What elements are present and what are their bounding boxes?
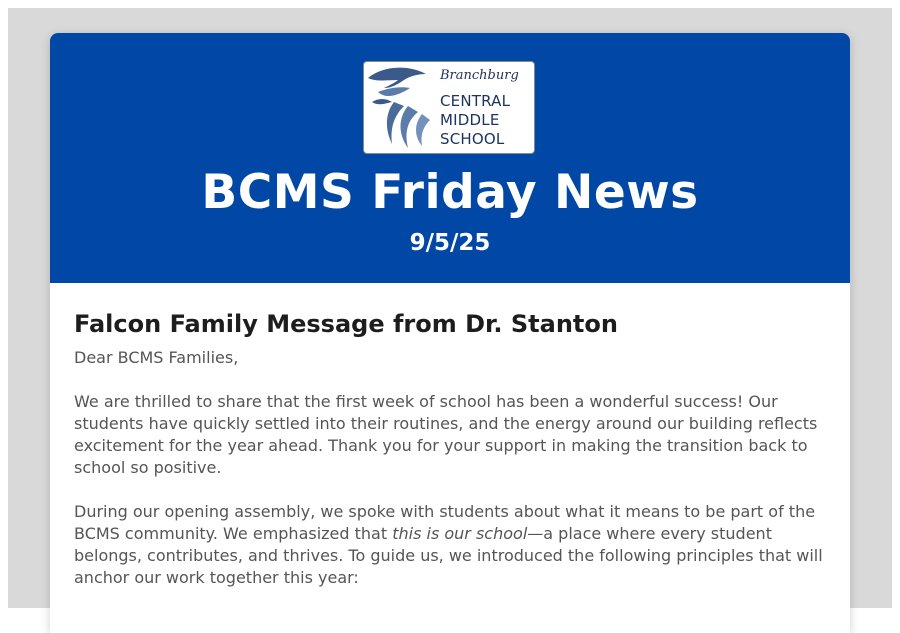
newsletter-header — [50, 33, 850, 283]
logo-line-school: SCHOOL — [440, 130, 505, 148]
falcon-head-icon — [364, 62, 444, 155]
greeting-text: Dear BCMS Families, — [74, 348, 239, 367]
logo-script-text: Branchburg — [440, 68, 519, 83]
section-title: Falcon Family Message from Dr. Stanton — [74, 310, 618, 338]
paragraph-2-part-a: During our opening assembly, we spoke with students about what it means to be part of the BCMS community. We emphasized that — [74, 502, 816, 543]
logo-line-middle: MIDDLE — [440, 111, 500, 129]
newsletter-card — [50, 33, 850, 633]
paragraph-2-part-b: —a place where every student belongs, contributes, and thrives. To guide us, we introduced the following principles that will anchor our work together this year: — [74, 524, 823, 587]
page-background — [8, 8, 892, 608]
newsletter-date: 9/5/25 — [409, 230, 491, 256]
newsletter-title: BCMS Friday News — [201, 165, 699, 220]
paragraph-2 — [74, 501, 834, 589]
school-logo — [363, 61, 535, 154]
paragraph-1: We are thrilled to share that the first week of school has been a wonderful success! Our students have quickly settled into their routines, and the energy around our building reflects excitement for the year ahead. Thank you for your support in making the transition back to school so positive. — [74, 392, 818, 477]
paragraph-2-emphasis: this is our school — [392, 524, 528, 543]
logo-line-central: CENTRAL — [440, 92, 511, 110]
